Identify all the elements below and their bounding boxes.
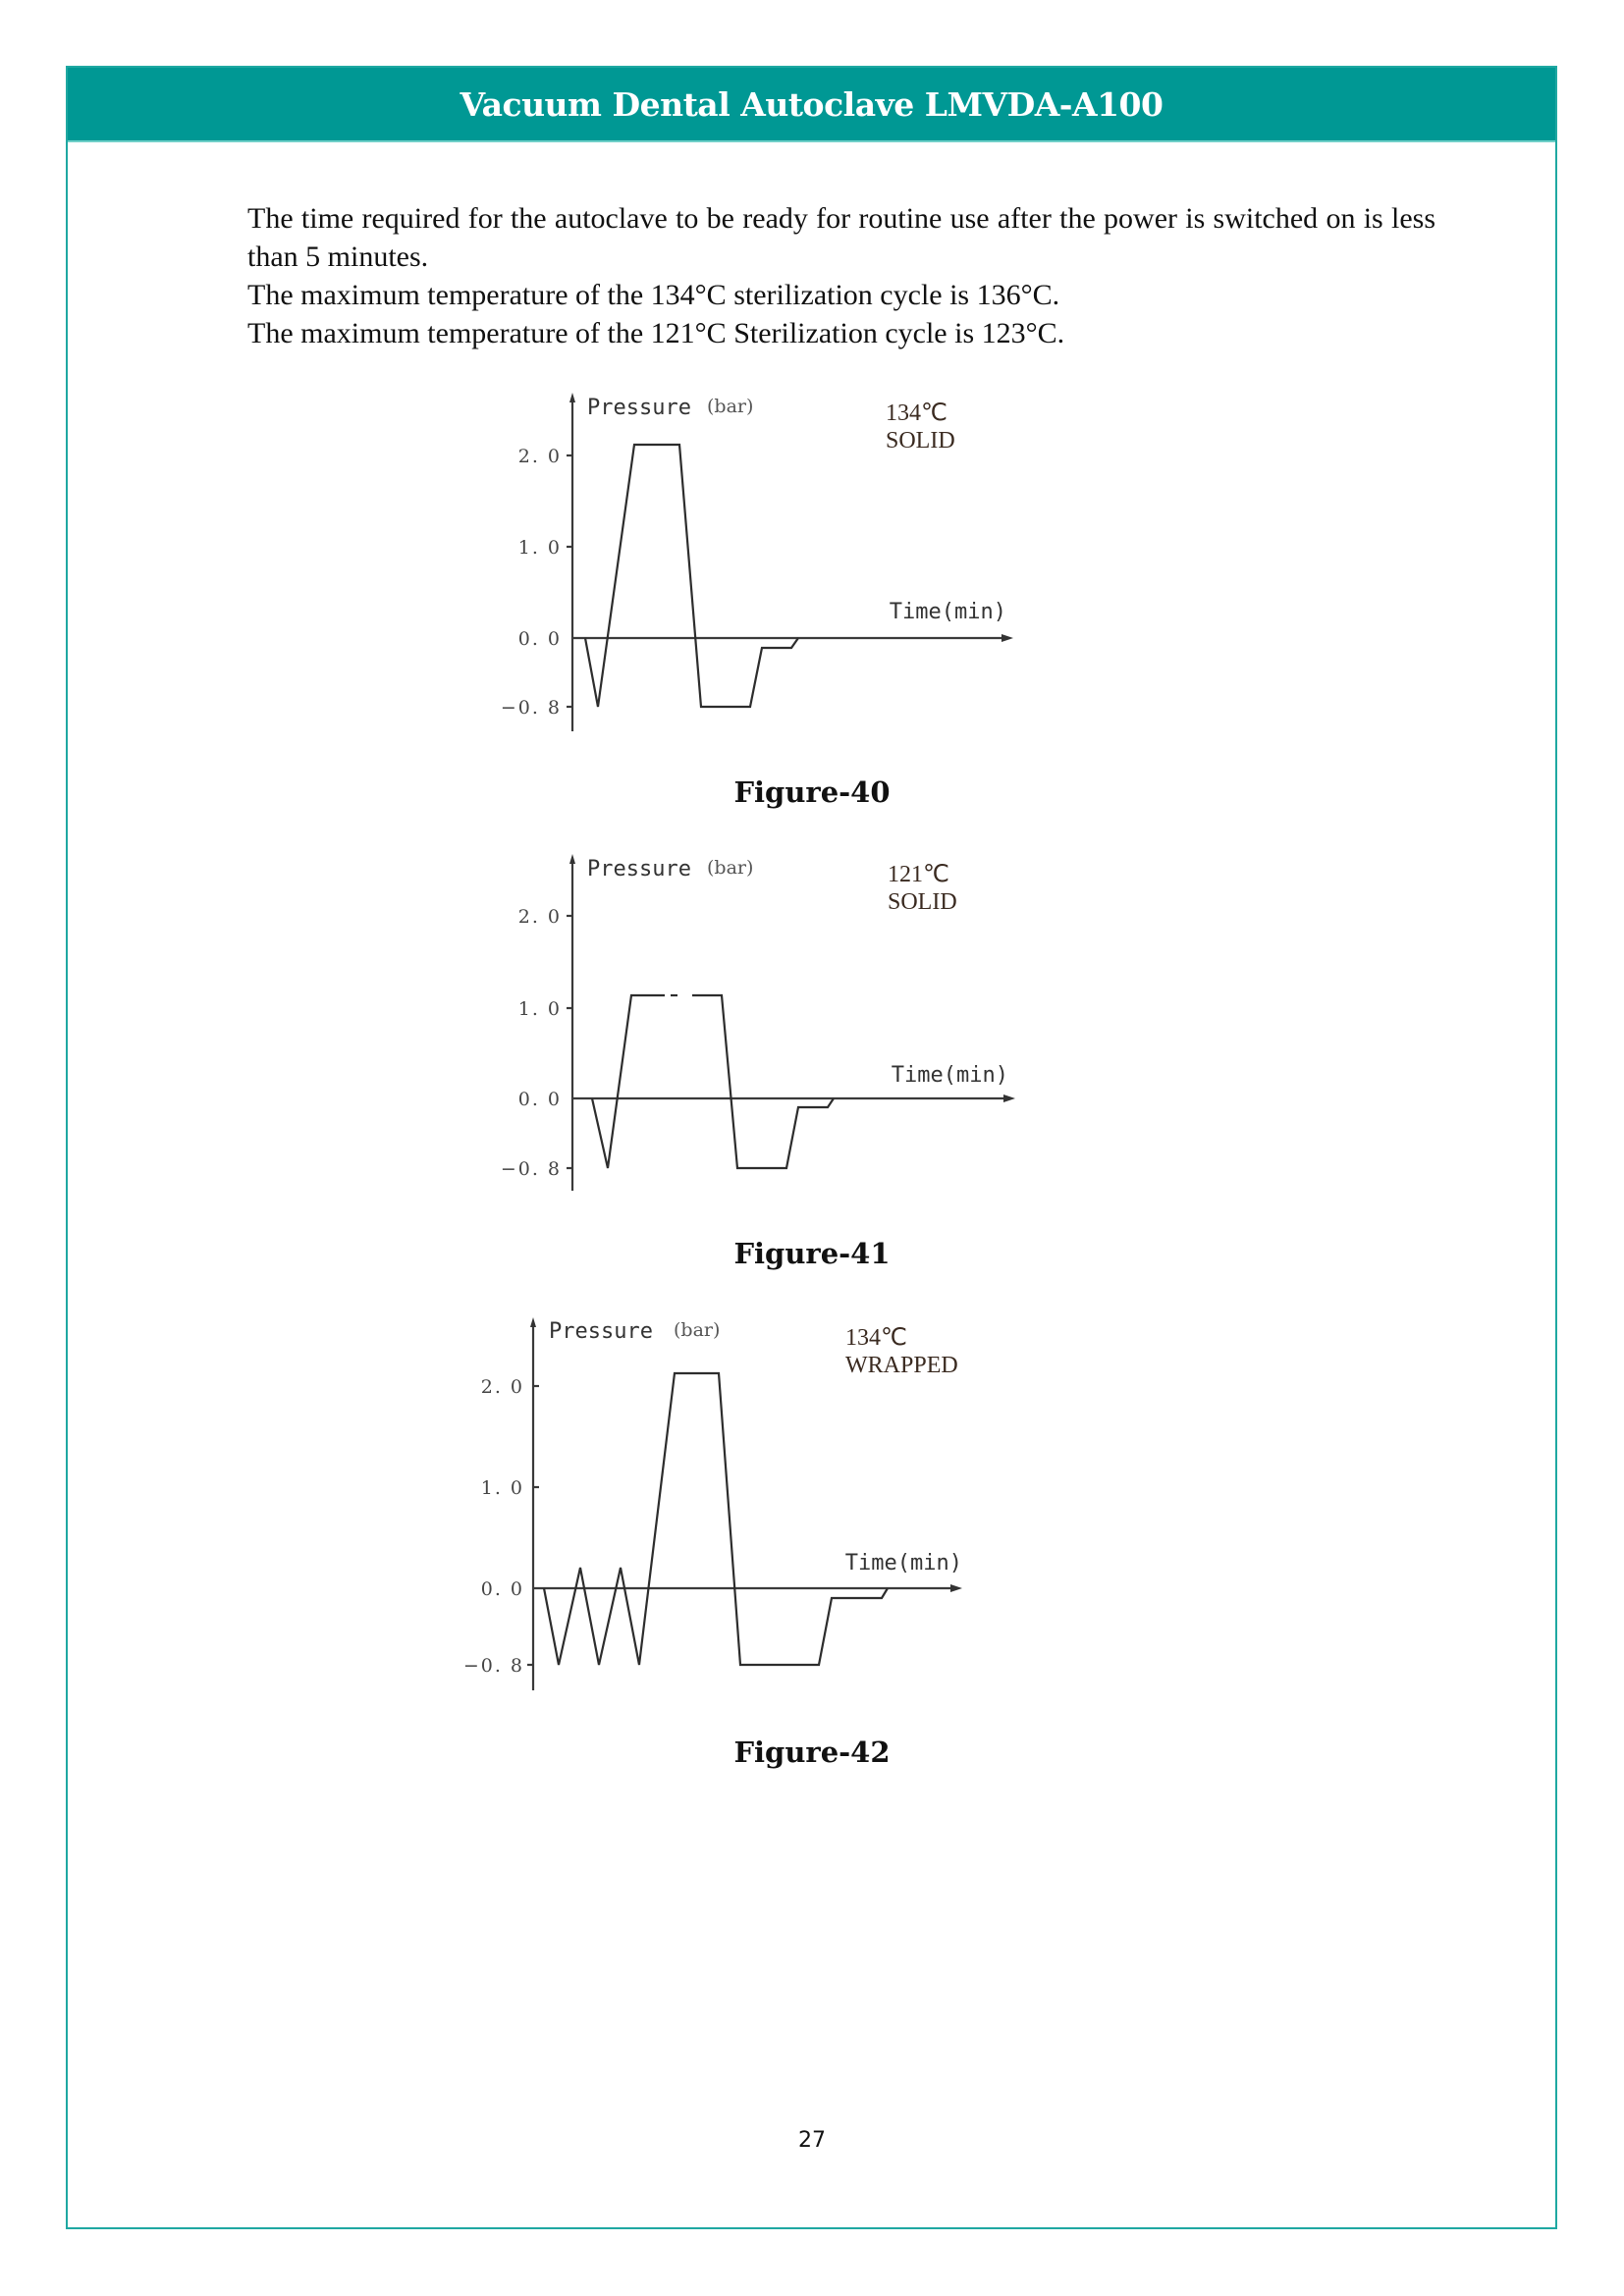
- chart-figure-40: [500, 383, 1021, 746]
- figure-41-caption: Figure-41: [733, 1237, 891, 1270]
- y-axis-title: Pressure: [587, 396, 691, 420]
- pressure-line: [544, 1373, 888, 1665]
- tick-2: 2. 0: [517, 906, 562, 928]
- tick-neg08: −0. 8: [500, 1158, 562, 1180]
- intro-text: [247, 199, 1435, 352]
- tick-0: 0. 0: [517, 628, 562, 650]
- x-axis-arrow-icon: [950, 1584, 962, 1592]
- x-axis-arrow-icon: [1003, 1095, 1015, 1102]
- tick-1: 1. 0: [517, 998, 562, 1020]
- tick-1: 1. 0: [517, 537, 562, 559]
- intro-paragraph-ready-time: The time required for the autoclave to be ready for routine use after the power is switched on is less than 5 minutes.: [247, 202, 1435, 273]
- tick-neg08: −0. 8: [462, 1655, 524, 1677]
- cycle-temperature: 134℃: [886, 400, 947, 426]
- cycle-type: SOLID: [888, 889, 957, 915]
- y-axis-arrow-icon: [569, 393, 575, 402]
- y-axis-unit: (bar): [707, 396, 754, 417]
- x-axis-title: Time(min): [889, 600, 1006, 624]
- intro-paragraph-134-max: The maximum temperature of the 134°C sterilization cycle is 136°C.: [247, 279, 1060, 311]
- x-axis-title: Time(min): [844, 1551, 962, 1575]
- y-axis-arrow-icon: [569, 854, 575, 864]
- figure-40-caption: Figure-40: [733, 775, 891, 809]
- tick-0: 0. 0: [517, 1089, 562, 1110]
- tick-neg08: −0. 8: [500, 697, 562, 719]
- intro-paragraph-121-max: The maximum temperature of the 121°C Sterilization cycle is 123°C.: [247, 317, 1065, 349]
- tick-2: 2. 0: [517, 446, 562, 467]
- y-axis-title: Pressure: [587, 857, 691, 881]
- x-axis-arrow-icon: [1001, 634, 1013, 642]
- y-axis-unit: (bar): [674, 1319, 721, 1341]
- y-axis-arrow-icon: [530, 1317, 536, 1327]
- header-title: Vacuum Dental Autoclave LMVDA-A100: [460, 84, 1164, 124]
- page-header: [68, 68, 1555, 142]
- tick-1: 1. 0: [480, 1477, 524, 1499]
- cycle-type: SOLID: [886, 428, 955, 454]
- chart-figure-41: [500, 844, 1021, 1207]
- cycle-temperature: 134℃: [845, 1325, 907, 1351]
- y-axis-title: Pressure: [549, 1319, 653, 1344]
- pressure-line: [585, 445, 798, 707]
- cycle-temperature: 121℃: [888, 862, 949, 887]
- cycle-type: WRAPPED: [845, 1353, 958, 1378]
- y-axis-unit: (bar): [707, 857, 754, 879]
- pressure-line-fall: [692, 995, 834, 1168]
- figure-42-caption: Figure-42: [733, 1735, 891, 1769]
- x-axis-title: Time(min): [891, 1063, 1008, 1088]
- tick-2: 2. 0: [480, 1376, 524, 1398]
- page-number: 27: [798, 2128, 826, 2153]
- chart-figure-42: [462, 1306, 1021, 1698]
- pressure-line-rise: [592, 995, 665, 1168]
- tick-0: 0. 0: [480, 1578, 524, 1600]
